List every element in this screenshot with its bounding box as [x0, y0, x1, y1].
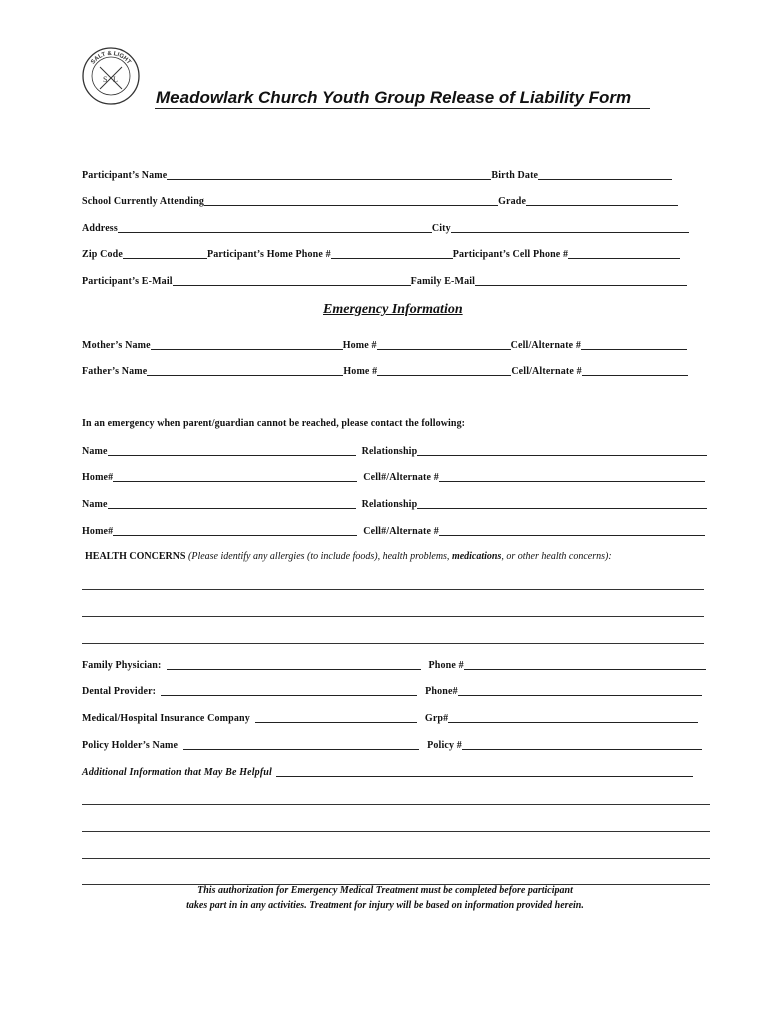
- health-instruction-pre: (Please identify any allergies (to include foods), health problems,: [188, 551, 452, 562]
- contact2-relationship-field[interactable]: [417, 508, 707, 509]
- cell-phone-label: Participant’s Cell Phone #: [452, 249, 569, 260]
- row-contact1-name: [82, 444, 707, 458]
- title-underline: [155, 108, 650, 109]
- address-label: Address: [82, 223, 118, 234]
- zip-code-label: Zip Code: [82, 249, 123, 260]
- grp-field[interactable]: [448, 722, 698, 723]
- contact2-relationship-label: Relationship: [361, 499, 418, 510]
- contact2-home-field[interactable]: [113, 535, 357, 536]
- emergency-contact-instruction: In an emergency when parent/guardian cannot be reached, please contact the following:: [82, 418, 466, 429]
- father-name-field[interactable]: [147, 375, 343, 376]
- contact2-name-field[interactable]: [108, 508, 356, 509]
- grp-label: Grp#: [424, 713, 449, 724]
- row-mother: [82, 338, 687, 352]
- father-home-label: Home #: [343, 366, 378, 377]
- form-title: Meadowlark Church Youth Group Release of Liability Form: [156, 88, 632, 107]
- authorization-notice-line-2: takes part in in any activities. Treatment for injury will be based on information provided herein.: [186, 900, 584, 911]
- row-additional-info: [82, 765, 693, 779]
- school-label: School Currently Attending: [82, 196, 205, 207]
- school-field[interactable]: [204, 205, 498, 206]
- health-instruction-bold: medications: [451, 551, 502, 562]
- additional-line-3[interactable]: [82, 858, 710, 859]
- contact1-cell-field[interactable]: [439, 481, 705, 482]
- salt-and-light-logo: [82, 47, 140, 105]
- row-contact1-phones: [82, 470, 705, 484]
- health-concerns-heading: [85, 551, 612, 562]
- logo-text: SALT & LIGHT: [90, 50, 132, 66]
- mother-name-label: Mother’s Name: [82, 340, 151, 351]
- participant-name-label: Participant’s Name: [82, 170, 168, 181]
- insurance-field[interactable]: [255, 722, 417, 723]
- city-label: City: [431, 223, 451, 234]
- health-concerns-title: HEALTH CONCERNS: [85, 551, 186, 562]
- policy-number-field[interactable]: [462, 749, 702, 750]
- health-line-3[interactable]: [82, 643, 704, 644]
- row-emails: [82, 274, 687, 288]
- mother-cell-label: Cell/Alternate #: [510, 340, 582, 351]
- participant-email-label: Participant’s E-Mail: [82, 276, 173, 287]
- contact2-cell-label: Cell#/Alternate #: [363, 526, 439, 537]
- father-cell-field[interactable]: [582, 375, 688, 376]
- address-field[interactable]: [118, 232, 432, 233]
- row-participant-name: [82, 168, 672, 182]
- additional-line-2[interactable]: [82, 831, 710, 832]
- row-school: [82, 194, 678, 208]
- insurance-label: Medical/Hospital Insurance Company: [82, 713, 250, 724]
- zip-code-field[interactable]: [123, 258, 207, 259]
- physician-label: Family Physician:: [82, 660, 162, 671]
- physician-phone-label: Phone #: [428, 660, 464, 671]
- row-address: [82, 221, 689, 235]
- contact1-relationship-field[interactable]: [417, 455, 707, 456]
- additional-line-1[interactable]: [82, 804, 710, 805]
- additional-info-field[interactable]: [276, 776, 693, 777]
- home-phone-label: Participant’s Home Phone #: [206, 249, 331, 260]
- home-phone-field[interactable]: [331, 258, 453, 259]
- mother-home-field[interactable]: [377, 349, 511, 350]
- grade-label: Grade: [498, 196, 527, 207]
- contact1-name-label: Name: [82, 446, 108, 457]
- father-home-field[interactable]: [377, 375, 511, 376]
- row-physician: [82, 658, 706, 672]
- logo-initial-s: S: [103, 75, 108, 84]
- city-field[interactable]: [451, 232, 689, 233]
- birth-date-field[interactable]: [538, 179, 672, 180]
- contact2-name-label: Name: [82, 499, 108, 510]
- row-dental: [82, 684, 702, 698]
- dental-label: Dental Provider:: [82, 686, 157, 697]
- row-contact2-phones: [82, 524, 705, 538]
- row-policy: [82, 738, 702, 752]
- dental-phone-label: Phone#: [425, 686, 458, 697]
- logo-initial-l: L: [113, 75, 118, 84]
- policy-holder-field[interactable]: [183, 749, 419, 750]
- emergency-section-title: Emergency Information: [323, 302, 463, 317]
- mother-name-field[interactable]: [151, 349, 343, 350]
- contact2-cell-field[interactable]: [439, 535, 705, 536]
- participant-name-field[interactable]: [167, 179, 491, 180]
- father-name-label: Father’s Name: [82, 366, 148, 377]
- grade-field[interactable]: [526, 205, 678, 206]
- contact1-home-label: Home#: [82, 472, 114, 483]
- physician-phone-field[interactable]: [464, 669, 706, 670]
- family-email-label: Family E-Mail: [410, 276, 476, 287]
- row-zip-phones: [82, 247, 680, 261]
- health-instruction-post: , or other health concerns):: [501, 551, 612, 562]
- health-line-2[interactable]: [82, 616, 704, 617]
- row-insurance: [82, 711, 698, 725]
- contact1-relationship-label: Relationship: [361, 446, 418, 457]
- contact2-home-label: Home#: [82, 526, 114, 537]
- cell-phone-field[interactable]: [568, 258, 680, 259]
- dental-phone-field[interactable]: [458, 695, 702, 696]
- authorization-notice-line-1: This authorization for Emergency Medical Treatment must be completed before participant: [197, 885, 573, 896]
- dental-field[interactable]: [161, 695, 417, 696]
- contact1-name-field[interactable]: [108, 455, 356, 456]
- contact1-home-field[interactable]: [113, 481, 357, 482]
- mother-cell-field[interactable]: [581, 349, 687, 350]
- additional-info-label: Additional Information that May Be Helpful: [82, 767, 272, 778]
- birth-date-label: Birth Date: [491, 170, 539, 181]
- health-line-1[interactable]: [82, 589, 704, 590]
- policy-holder-label: Policy Holder’s Name: [82, 740, 179, 751]
- svg-text:SALT & LIGHT: [90, 51, 132, 66]
- policy-number-label: Policy #: [427, 740, 462, 751]
- contact1-cell-label: Cell#/Alternate #: [363, 472, 439, 483]
- mother-home-label: Home #: [342, 340, 377, 351]
- row-contact2-name: [82, 497, 707, 511]
- row-father: [82, 364, 688, 378]
- physician-field[interactable]: [167, 669, 421, 670]
- father-cell-label: Cell/Alternate #: [511, 366, 582, 377]
- participant-email-field[interactable]: [173, 285, 411, 286]
- family-email-field[interactable]: [475, 285, 687, 286]
